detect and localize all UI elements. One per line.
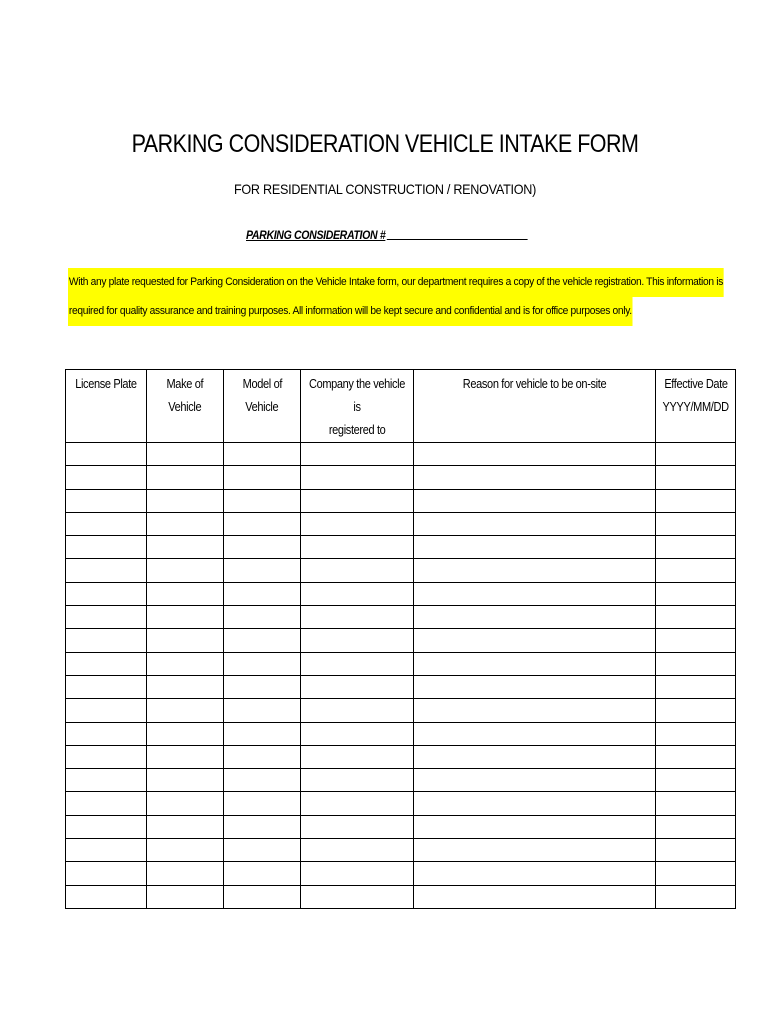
cell-license-plate[interactable]	[66, 489, 147, 512]
table-row	[66, 745, 736, 768]
cell-model[interactable]	[224, 862, 301, 885]
cell-effective-date[interactable]	[656, 652, 736, 675]
cell-license-plate[interactable]	[66, 629, 147, 652]
table-row	[66, 606, 736, 629]
cell-effective-date[interactable]	[656, 722, 736, 745]
column-header-model: Model of Vehicle	[224, 370, 301, 443]
cell-reason[interactable]	[414, 606, 656, 629]
cell-reason[interactable]	[414, 582, 656, 605]
cell-model[interactable]	[224, 582, 301, 605]
table-row	[66, 675, 736, 698]
cell-company[interactable]	[301, 629, 414, 652]
cell-license-plate[interactable]	[66, 606, 147, 629]
table-row	[66, 466, 736, 489]
cell-make[interactable]	[147, 885, 224, 908]
cell-make[interactable]	[147, 652, 224, 675]
cell-license-plate[interactable]	[66, 699, 147, 722]
cell-company[interactable]	[301, 652, 414, 675]
cell-reason[interactable]	[414, 512, 656, 535]
cell-effective-date[interactable]	[656, 512, 736, 535]
cell-reason[interactable]	[414, 769, 656, 792]
cell-model[interactable]	[224, 629, 301, 652]
column-header-reason: Reason for vehicle to be on-site	[414, 370, 656, 443]
cell-model[interactable]	[224, 675, 301, 698]
cell-company[interactable]	[301, 792, 414, 815]
table-row	[66, 443, 736, 466]
cell-make[interactable]	[147, 699, 224, 722]
cell-make[interactable]	[147, 745, 224, 768]
table-row	[66, 652, 736, 675]
cell-effective-date[interactable]	[656, 606, 736, 629]
cell-license-plate[interactable]	[66, 885, 147, 908]
cell-make[interactable]	[147, 629, 224, 652]
parking-consideration-number	[246, 228, 528, 242]
form-title: PARKING CONSIDERATION VEHICLE INTAKE FORM	[131, 130, 639, 158]
cell-effective-date[interactable]	[656, 769, 736, 792]
cell-company[interactable]	[301, 443, 414, 466]
cell-reason[interactable]	[414, 722, 656, 745]
cell-model[interactable]	[224, 839, 301, 862]
table-row	[66, 769, 736, 792]
cell-effective-date[interactable]	[656, 745, 736, 768]
cell-reason[interactable]	[414, 466, 656, 489]
cell-company[interactable]	[301, 815, 414, 838]
cell-company[interactable]	[301, 722, 414, 745]
cell-effective-date[interactable]	[656, 839, 736, 862]
cell-company[interactable]	[301, 769, 414, 792]
cell-reason[interactable]	[414, 443, 656, 466]
cell-reason[interactable]	[414, 699, 656, 722]
cell-make[interactable]	[147, 839, 224, 862]
table-body	[66, 443, 736, 909]
form-subtitle: FOR RESIDENTIAL CONSTRUCTION / RENOVATION)	[233, 181, 537, 197]
cell-effective-date[interactable]	[656, 862, 736, 885]
cell-effective-date[interactable]	[656, 536, 736, 559]
cell-license-plate[interactable]	[66, 792, 147, 815]
cell-model[interactable]	[224, 769, 301, 792]
cell-license-plate[interactable]	[66, 769, 147, 792]
table-row	[66, 512, 736, 535]
cell-make[interactable]	[147, 722, 224, 745]
cell-effective-date[interactable]	[656, 443, 736, 466]
cell-license-plate[interactable]	[66, 839, 147, 862]
cell-company[interactable]	[301, 862, 414, 885]
cell-license-plate[interactable]	[66, 559, 147, 582]
cell-model[interactable]	[224, 559, 301, 582]
cell-effective-date[interactable]	[656, 792, 736, 815]
cell-effective-date[interactable]	[656, 489, 736, 512]
cell-license-plate[interactable]	[66, 652, 147, 675]
cell-effective-date[interactable]	[656, 629, 736, 652]
cell-company[interactable]	[301, 489, 414, 512]
cell-model[interactable]	[224, 885, 301, 908]
cell-model[interactable]	[224, 536, 301, 559]
cell-license-plate[interactable]	[66, 722, 147, 745]
cell-make[interactable]	[147, 769, 224, 792]
table-row	[66, 699, 736, 722]
column-header-company: Company the vehicle is registered to	[301, 370, 414, 443]
cell-model[interactable]	[224, 466, 301, 489]
cell-effective-date[interactable]	[656, 675, 736, 698]
column-header-effective-date: Effective Date YYYY/MM/DD	[656, 370, 736, 443]
parking-consideration-blank[interactable]	[387, 239, 528, 240]
cell-company[interactable]	[301, 559, 414, 582]
cell-company[interactable]	[301, 675, 414, 698]
cell-license-plate[interactable]	[66, 536, 147, 559]
cell-model[interactable]	[224, 699, 301, 722]
cell-reason[interactable]	[414, 536, 656, 559]
cell-model[interactable]	[224, 792, 301, 815]
cell-make[interactable]	[147, 559, 224, 582]
cell-model[interactable]	[224, 512, 301, 535]
cell-reason[interactable]	[414, 792, 656, 815]
cell-effective-date[interactable]	[656, 699, 736, 722]
cell-company[interactable]	[301, 699, 414, 722]
cell-license-plate[interactable]	[66, 675, 147, 698]
cell-reason[interactable]	[414, 815, 656, 838]
cell-make[interactable]	[147, 606, 224, 629]
cell-reason[interactable]	[414, 489, 656, 512]
cell-reason[interactable]	[414, 839, 656, 862]
table-row	[66, 489, 736, 512]
cell-reason[interactable]	[414, 885, 656, 908]
cell-make[interactable]	[147, 536, 224, 559]
cell-effective-date[interactable]	[656, 885, 736, 908]
table-row	[66, 559, 736, 582]
cell-reason[interactable]	[414, 652, 656, 675]
cell-reason[interactable]	[414, 559, 656, 582]
cell-company[interactable]	[301, 745, 414, 768]
cell-license-plate[interactable]	[66, 862, 147, 885]
table-row	[66, 629, 736, 652]
cell-license-plate[interactable]	[66, 443, 147, 466]
table-row	[66, 582, 736, 605]
table-row	[66, 722, 736, 745]
cell-license-plate[interactable]	[66, 745, 147, 768]
cell-make[interactable]	[147, 792, 224, 815]
parking-consideration-label: PARKING CONSIDERATION #	[246, 228, 386, 242]
registration-notice	[68, 268, 723, 326]
table-row	[66, 815, 736, 838]
cell-make[interactable]	[147, 675, 224, 698]
cell-company[interactable]	[301, 885, 414, 908]
cell-make[interactable]	[147, 443, 224, 466]
table-row	[66, 536, 736, 559]
cell-model[interactable]	[224, 722, 301, 745]
cell-make[interactable]	[147, 489, 224, 512]
cell-reason[interactable]	[414, 675, 656, 698]
table-row	[66, 862, 736, 885]
table-row	[66, 885, 736, 908]
cell-company[interactable]	[301, 466, 414, 489]
notice-line-1: With any plate requested for Parking Consideration on the Vehicle Intake form, our department requires a copy of the vehicle registration. This information is	[68, 268, 724, 297]
vehicle-intake-table	[65, 369, 736, 909]
cell-model[interactable]	[224, 443, 301, 466]
cell-model[interactable]	[224, 489, 301, 512]
cell-reason[interactable]	[414, 745, 656, 768]
cell-company[interactable]	[301, 582, 414, 605]
cell-make[interactable]	[147, 466, 224, 489]
column-header-license-plate: License Plate	[66, 370, 147, 443]
cell-model[interactable]	[224, 815, 301, 838]
notice-line-2: required for quality assurance and training purposes. All information will be kept secure and confidential and is for office purposes only.	[68, 297, 633, 326]
cell-license-plate[interactable]	[66, 512, 147, 535]
cell-model[interactable]	[224, 606, 301, 629]
table-row	[66, 792, 736, 815]
cell-model[interactable]	[224, 745, 301, 768]
cell-effective-date[interactable]	[656, 559, 736, 582]
cell-license-plate[interactable]	[66, 815, 147, 838]
cell-effective-date[interactable]	[656, 466, 736, 489]
cell-license-plate[interactable]	[66, 582, 147, 605]
table-row	[66, 839, 736, 862]
cell-company[interactable]	[301, 512, 414, 535]
cell-company[interactable]	[301, 606, 414, 629]
cell-effective-date[interactable]	[656, 582, 736, 605]
cell-effective-date[interactable]	[656, 815, 736, 838]
cell-license-plate[interactable]	[66, 466, 147, 489]
cell-company[interactable]	[301, 536, 414, 559]
cell-make[interactable]	[147, 512, 224, 535]
cell-make[interactable]	[147, 582, 224, 605]
table-header-row	[66, 370, 736, 443]
cell-model[interactable]	[224, 652, 301, 675]
cell-company[interactable]	[301, 839, 414, 862]
cell-make[interactable]	[147, 862, 224, 885]
cell-reason[interactable]	[414, 862, 656, 885]
column-header-make: Make of Vehicle	[147, 370, 224, 443]
cell-reason[interactable]	[414, 629, 656, 652]
cell-make[interactable]	[147, 815, 224, 838]
